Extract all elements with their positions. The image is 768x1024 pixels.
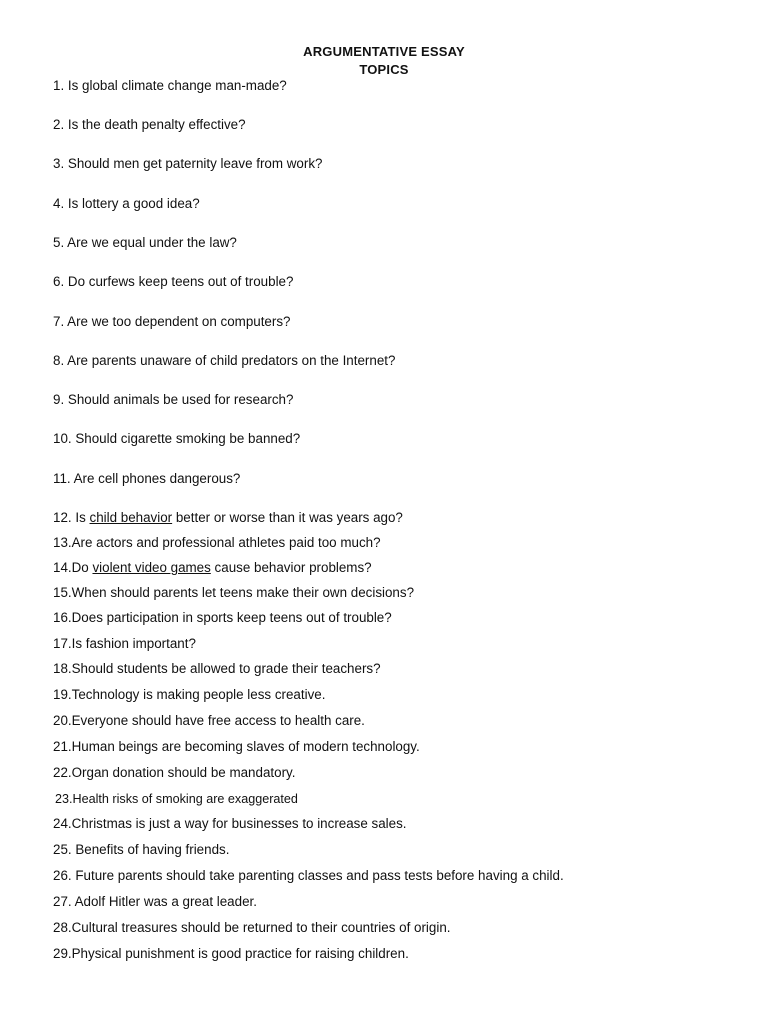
topic-item: 15.When should parents let teens make their own decisions? [53,585,415,600]
topic-item: 17.Is fashion important? [53,636,196,651]
topic-item: 10. Should cigarette smoking be banned? [53,431,301,446]
topic-item: 11. Are cell phones dangerous? [53,471,241,486]
topic-item: 29.Physical punishment is good practice for raising children. [53,946,409,961]
topic-item: 21.Human beings are becoming slaves of modern technology. [53,739,420,754]
topic-item: 12. Is child behavior better or worse than it was years ago? [53,510,403,525]
topic-item: 25. Benefits of having friends. [53,842,230,857]
topic-item: 19.Technology is making people less creative. [53,687,326,702]
topic-item: 28.Cultural treasures should be returned to their countries of origin. [53,920,451,935]
topic-item: 23.Health risks of smoking are exaggerated [55,792,298,806]
topic-item: 8. Are parents unaware of child predators on the Internet? [53,353,396,368]
violent-video-games-link[interactable]: violent video games [92,560,211,575]
topic-item: 9. Should animals be used for research? [53,392,294,407]
topic-item: 16.Does participation in sports keep teens out of trouble? [53,610,392,625]
topic-item: 5. Are we equal under the law? [53,235,237,250]
topic-item: 18.Should students be allowed to grade their teachers? [53,661,381,676]
topic-item: 14.Do violent video games cause behavior problems? [53,560,372,575]
document-title: ARGUMENTATIVE ESSAY [303,44,465,59]
topic-item: 20.Everyone should have free access to health care. [53,713,365,728]
topic-item: 6. Do curfews keep teens out of trouble? [53,274,294,289]
topic-item: 1. Is global climate change man-made? [53,78,287,93]
child-behavior-link[interactable]: child behavior [89,510,173,525]
topic-item: 27. Adolf Hitler was a great leader. [53,894,257,909]
topic-item: 13.Are actors and professional athletes paid too much? [53,535,381,550]
topic-item: 3. Should men get paternity leave from work? [53,156,323,171]
topic-item: 26. Future parents should take parenting classes and pass tests before having a child. [53,868,564,883]
topic-item: 2. Is the death penalty effective? [53,117,246,132]
topic-item: 7. Are we too dependent on computers? [53,314,291,329]
document-subtitle: TOPICS [359,62,409,77]
topic-item: 22.Organ donation should be mandatory. [53,765,296,780]
topic-item: 4. Is lottery a good idea? [53,196,200,211]
topic-item: 24.Christmas is just a way for businesses to increase sales. [53,816,407,831]
